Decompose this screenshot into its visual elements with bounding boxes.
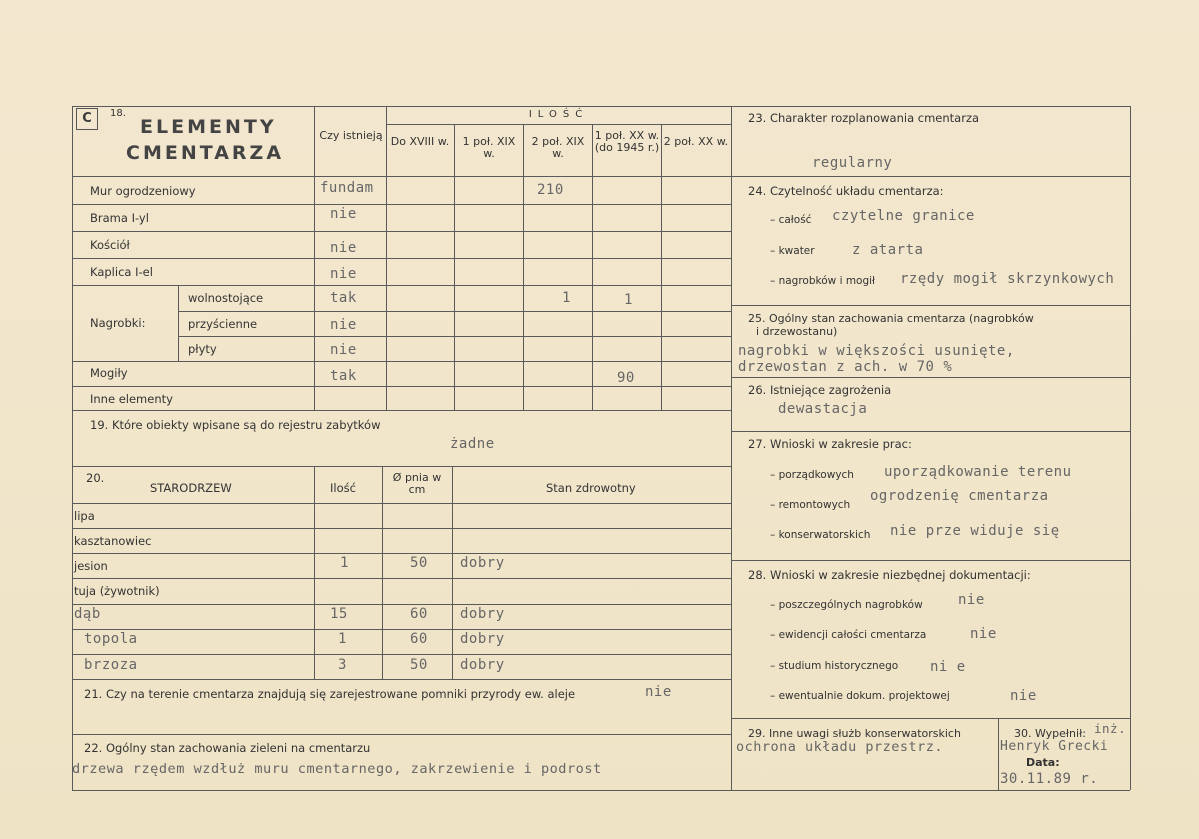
q27-item-answer: ogrodzenię cmentarza bbox=[870, 488, 1049, 504]
nagrobki-label: Nagrobki: bbox=[90, 316, 146, 330]
tree-name: dąb bbox=[74, 606, 101, 622]
q28-item-label: – ewidencji całości cmentarza bbox=[770, 629, 927, 641]
tree-name: lipa bbox=[74, 509, 95, 523]
q28-item-label: – studium historycznego bbox=[770, 660, 899, 672]
q24-item-answer: z atarta bbox=[852, 242, 924, 258]
tree-state: dobry bbox=[460, 657, 505, 673]
tree-qty: 1 bbox=[340, 555, 349, 571]
q28-item-label: – ewentualnie dokum. projektowej bbox=[770, 690, 950, 702]
q28-item-label: – poszczególnych nagrobków bbox=[770, 599, 923, 611]
q22-label: 22. Ogólny stan zachowania zieleni na cmentarzu bbox=[84, 741, 371, 755]
tree-qty: 1 bbox=[338, 631, 347, 647]
q27-item-label: – porządkowych bbox=[770, 469, 854, 481]
tree-name: kasztanowiec bbox=[74, 534, 152, 548]
q27-item-label: – remontowych bbox=[770, 499, 851, 511]
q30-date-label: Data: bbox=[1026, 756, 1060, 769]
q27-item-answer: uporządkowanie terenu bbox=[884, 464, 1072, 480]
section-letter-box: C bbox=[76, 108, 98, 130]
header-col-1: Do XVIII w. bbox=[390, 135, 450, 148]
header-col-5: 2 poł. XX w. bbox=[663, 135, 729, 148]
q25-label-1: 25. Ogólny stan zachowania cmentarza (nagrobków bbox=[748, 312, 1034, 325]
row-exists: tak bbox=[330, 368, 357, 384]
row-exists: nie bbox=[330, 317, 357, 333]
tree-state: dobry bbox=[460, 555, 505, 571]
q30-name-prefix: inż. bbox=[1094, 721, 1127, 736]
row-label: Mogiły bbox=[90, 366, 128, 380]
row-label: płyty bbox=[188, 342, 217, 356]
row-value: 90 bbox=[617, 370, 635, 386]
q19-answer: żadne bbox=[450, 436, 495, 452]
row-exists: nie bbox=[330, 266, 357, 282]
row-value: 1 bbox=[624, 292, 633, 308]
q23-label: 23. Charakter rozplanowania cmentarza bbox=[748, 111, 980, 125]
tree-name: tuja (żywotnik) bbox=[74, 584, 160, 598]
q20-num: 20. bbox=[86, 471, 105, 485]
header-col-2: 1 poł. XIX w. bbox=[462, 135, 516, 160]
q20-title: STARODRZEW bbox=[150, 481, 232, 495]
q24-item-label: – kwater bbox=[770, 245, 815, 257]
q20-col-ilosc: Ilość bbox=[330, 481, 356, 495]
q29-label: 29. Inne uwagi służb konserwatorskich bbox=[748, 727, 961, 740]
row-label: Brama I-yl bbox=[90, 211, 149, 225]
q28-item-answer: ni e bbox=[930, 659, 966, 675]
header-ilosc: ILOŚĆ bbox=[528, 109, 589, 120]
row-label: Kaplica I-el bbox=[90, 265, 153, 279]
header-col-4: 1 poł. XX w. (do 1945 r.) bbox=[594, 129, 660, 154]
header-col-3: 2 poł. XIX w. bbox=[531, 135, 585, 160]
section-number: 18. bbox=[110, 108, 126, 119]
tree-name: jesion bbox=[74, 559, 108, 573]
row-exists: nie bbox=[330, 240, 357, 256]
row-label: wolnostojące bbox=[188, 291, 264, 305]
q26-label: 26. Istniejące zagrożenia bbox=[748, 383, 892, 397]
title-line-1: ELEMENTY bbox=[140, 116, 277, 138]
q22-answer: drzewa rzędem wzdłuż muru cmentarnego, zakrzewienie i podrost bbox=[72, 761, 602, 777]
q20-col-pnia: Ø pnia w cm bbox=[392, 471, 442, 496]
tree-diam: 50 bbox=[410, 555, 428, 571]
row-exists: tak bbox=[330, 290, 357, 306]
tree-diam: 50 bbox=[410, 657, 428, 673]
q28-item-answer: nie bbox=[970, 626, 997, 642]
row-value: 210 bbox=[537, 182, 564, 198]
q25-answer-2: drzewostan z ach. w 70 % bbox=[738, 359, 953, 375]
tree-state: dobry bbox=[460, 631, 505, 647]
tree-name: topola bbox=[84, 631, 138, 647]
tree-state: dobry bbox=[460, 606, 505, 622]
row-label: przyścienne bbox=[188, 317, 258, 331]
q24-item-answer: rzędy mogił skrzynkowych bbox=[900, 271, 1115, 287]
row-exists: nie bbox=[330, 206, 357, 222]
q25-answer-1: nagrobki w większości usunięte, bbox=[738, 343, 1015, 359]
q30-label: 30. Wypełnił: bbox=[1014, 727, 1086, 740]
q21-answer: nie bbox=[645, 684, 672, 700]
q27-item-label: – konserwatorskich bbox=[770, 529, 871, 541]
q21-label: 21. Czy na terenie cmentarza znajdują się zarejestrowane pomniki przyrody ew. aleje bbox=[84, 687, 576, 701]
tree-qty: 3 bbox=[338, 657, 347, 673]
row-label: Mur ogrodzeniowy bbox=[90, 184, 196, 198]
q24-item-answer: czytelne granice bbox=[832, 208, 975, 224]
row-label: Inne elementy bbox=[90, 392, 173, 406]
row-exists: nie bbox=[330, 342, 357, 358]
q24-item-label: – całość bbox=[770, 214, 812, 226]
row-exists: fundam bbox=[320, 180, 374, 196]
row-label: Kościół bbox=[90, 238, 130, 252]
q27-item-answer: nie prze widuje się bbox=[890, 523, 1060, 539]
q20-col-stan: Stan zdrowotny bbox=[546, 481, 636, 495]
title-line-2: CMENTARZA bbox=[126, 142, 285, 164]
q30-date: 30.11.89 r. bbox=[1000, 771, 1099, 787]
q23-answer: regularny bbox=[812, 155, 893, 171]
q26-answer: dewastacja bbox=[778, 401, 868, 417]
q28-item-answer: nie bbox=[958, 592, 985, 608]
tree-name: brzoza bbox=[84, 657, 138, 673]
q30-name: Henryk Grecki bbox=[1000, 739, 1109, 754]
q27-label: 27. Wnioski w zakresie prac: bbox=[748, 437, 912, 451]
q24-item-label: – nagrobków i mogił bbox=[770, 275, 876, 287]
q29-answer: ochrona układu przestrz. bbox=[736, 739, 944, 755]
tree-diam: 60 bbox=[410, 606, 428, 622]
q25-label-2: i drzewostanu) bbox=[756, 325, 838, 338]
tree-diam: 60 bbox=[410, 631, 428, 647]
q28-label: 28. Wnioski w zakresie niezbędnej dokumentacji: bbox=[748, 568, 1031, 582]
header-exists: Czy istnieją bbox=[319, 129, 383, 142]
row-value: 1 bbox=[562, 290, 571, 306]
tree-qty: 15 bbox=[330, 606, 348, 622]
q19-label: 19. Które obiekty wpisane są do rejestru zabytków bbox=[90, 418, 381, 432]
q24-label: 24. Czytelność układu cmentarza: bbox=[748, 184, 944, 198]
q28-item-answer: nie bbox=[1010, 688, 1037, 704]
